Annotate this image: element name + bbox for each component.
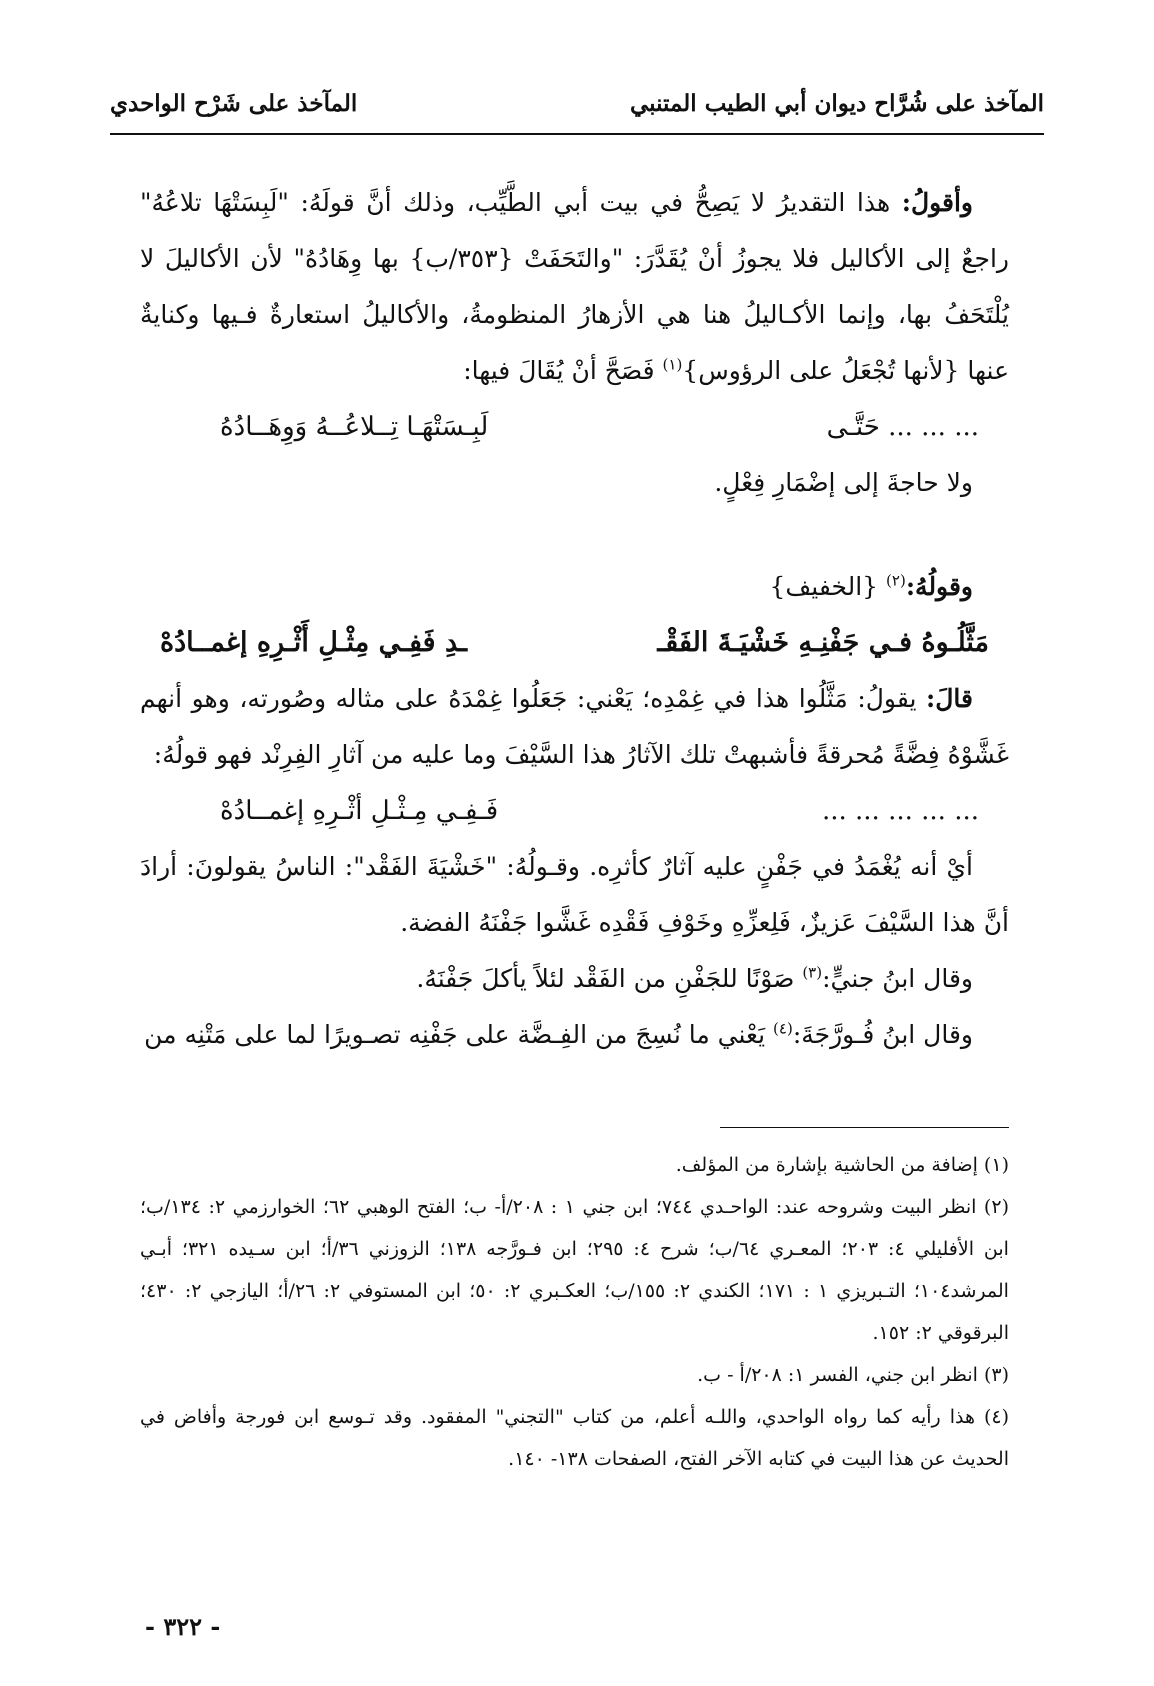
footnote-2: (٢) انظر البيت وشروحه عند: الواحـدي ٧٤٤؛ ابن جني ١ : ٢٠٨/أ- ب؛ الفتح الوهبي ٦٢؛ الخوارزمي ٢: ١٣٤/ب؛ ابن الأفليلي ٤: ٢٠٣؛ المعـري ٦٤/ب؛ شرح ٤: ٢٩٥؛ ابن فـورَّجه ١٣٨؛ الزوزني ٣٦/أ؛ ابن سـيده ٣٢١؛ أبـي المرشد١٠٤؛ التـبريزي ١ : ١٧١؛ الكندي ٢: ١٥٥/ب؛ العكـبري ٢: ٥٠؛ ابن المستوفي ٢: ٢٦/أ؛ اليازجي ٢: ٤٣٠؛ البرقوقي ٢: ١٥٢. bbox=[140, 1196, 1009, 1344]
main-text bbox=[140, 175, 1009, 1063]
verse-1-first-hemistich: ... ... ... حَتَّـى bbox=[826, 412, 979, 442]
paragraph-7-lead: وقال ابنُ فُـورَّجَةَ: bbox=[792, 1020, 973, 1049]
paragraph-6-lead: وقال ابنُ جنيٍّ: bbox=[822, 964, 973, 993]
footnote-separator bbox=[720, 1127, 1009, 1128]
paragraph-5: أيْ أنه يُغْمَدُ في جَفْنٍ عليه آثارٌ كأثرِه. وقـولُهُ: "خَشْيَةَ الفَقْد": الناسُ يقولونَ: أرادَ أنَّ هذا السَّيْفَ عَزيزٌ، فَلِعزِّهِ وخَوْفِ فَقْدِه غَشَّوا جَفْنَهُ الفضة. bbox=[140, 852, 1009, 937]
header-rule bbox=[110, 133, 1044, 135]
paragraph-3 bbox=[140, 559, 1009, 615]
paragraph-4-text: يقولُ: مَثَّلُوا هذا في غِمْدِه؛ يَعْني: جَعَلُوا غِمْدَهُ على مثاله وصُورته، وهو أنهم غَشَّوْهُ فِضَّةً مُحرقةً فأشبهتْ تلك الآثارُ هذا السَّيْفَ وما عليه من آثارِ الفِرِنْد فهو قولُهُ: bbox=[140, 684, 1009, 769]
page-number: - ٣٢٢ - bbox=[145, 1612, 221, 1641]
paragraph-1 bbox=[140, 175, 1009, 399]
verse-2 bbox=[140, 615, 1009, 671]
meter-label: {الخفيف} bbox=[769, 572, 887, 601]
paragraph-7 bbox=[140, 1007, 1009, 1063]
footnote-ref-1: (١) bbox=[662, 355, 683, 374]
paragraph-6 bbox=[140, 951, 1009, 1007]
footnote-ref-2: (٢) bbox=[886, 571, 906, 590]
paragraph-6-text: صَوْنًا للجَفْنِ من الفَقْد لئلاً يأكلَ جَفْنَهُ. bbox=[416, 964, 803, 993]
section-spacer bbox=[140, 511, 1009, 559]
paragraph-7-text: يَعْني ما نُسِجَ من الفِـضَّة على جَفْنِه تصـويرًا لما على مَتْنِه من bbox=[144, 1020, 774, 1049]
footnote-1: (١) إضافة من الحاشية بإشارة من المؤلف. bbox=[675, 1154, 1009, 1176]
footnote-3: (٣) انظر ابن جني، الفسر ١: ٢٠٨/أ - ب. bbox=[697, 1364, 1009, 1386]
verse-3 bbox=[140, 783, 1009, 839]
footnote-ref-3: (٣) bbox=[802, 963, 823, 982]
verse-1 bbox=[140, 399, 1009, 455]
paragraph-4 bbox=[140, 671, 1009, 783]
paragraph-3-lead: وقولُهُ: bbox=[905, 572, 973, 601]
verse-2-first-hemistich: مَثَّلُـوهُ فـي جَفْنِـهِ خَشْيَـةَ الفَقْـ bbox=[657, 627, 989, 658]
paragraph-4-lead: قالَ: bbox=[926, 684, 973, 713]
verse-1-second-hemistich: لَبِـسَتْهَـا تِــلاعُــهُ وَوِهَــادُهُ bbox=[220, 412, 489, 442]
footnote-4: (٤) هذا رأيه كما رواه الواحدي، واللـه أعلم، من كتاب "التجني" المفقود. وقد تـوسع ابن فورجة وأفاض في الحديث عن هذا البيت في كتابه الآخر الفتح، الصفحات ١٣٨- ١٤٠. bbox=[140, 1406, 1009, 1470]
paragraph-1-tail: فَصَحَّ أنْ يُقَالَ فيها: bbox=[463, 356, 663, 385]
verse-3-ellipsis: ... ... ... ... ... bbox=[821, 796, 979, 826]
paragraph-1-text: هذا التقديرُ لا يَصِحُّ في بيت أبي الطَّيِّب، وذلك أنَّ قولَهُ: "لَبِسَتْهَا تلاعُهُ" راجعٌ إلى الأكاليل فلا يجوزُ أنْ يُقَدَّرَ: "والتَحَفَتْ {٣٥٣/ب} بها وِهَادُهُ" لأن الأكاليلَ لا يُلْتَحَفُ بها، وإنما الأكـاليلُ هنا هي الأزهارُ المنظومةُ، والأكاليلُ استعارةٌ فـيها وكنايةٌ عنها {لأنها تُجْعَلُ على الرؤوس} bbox=[140, 188, 1009, 385]
paragraph-1-lead: وأقولُ: bbox=[901, 188, 973, 217]
footnotes bbox=[140, 1144, 1009, 1480]
running-header bbox=[110, 80, 1044, 126]
header-book-title: المآخذ على شُرَّاح ديوان أبي الطيب المتنبي bbox=[630, 89, 1044, 117]
verse-3-second-hemistich: فَـفِـي مِـثْـلِ أثْـرِهِ إغمــادُهْ bbox=[220, 796, 499, 826]
paragraph-2: ولا حاجةَ إلى إضْمَارِ فِعْلٍ. bbox=[714, 468, 973, 497]
header-chapter-title: المآخذ على شَرْح الواحدي bbox=[110, 89, 358, 117]
verse-2-second-hemistich: ـدِ فَفِـي مِثْـلِ أَثْـرِهِ إغمــادُهْ bbox=[160, 627, 468, 658]
footnote-ref-4: (٤) bbox=[773, 1019, 793, 1038]
